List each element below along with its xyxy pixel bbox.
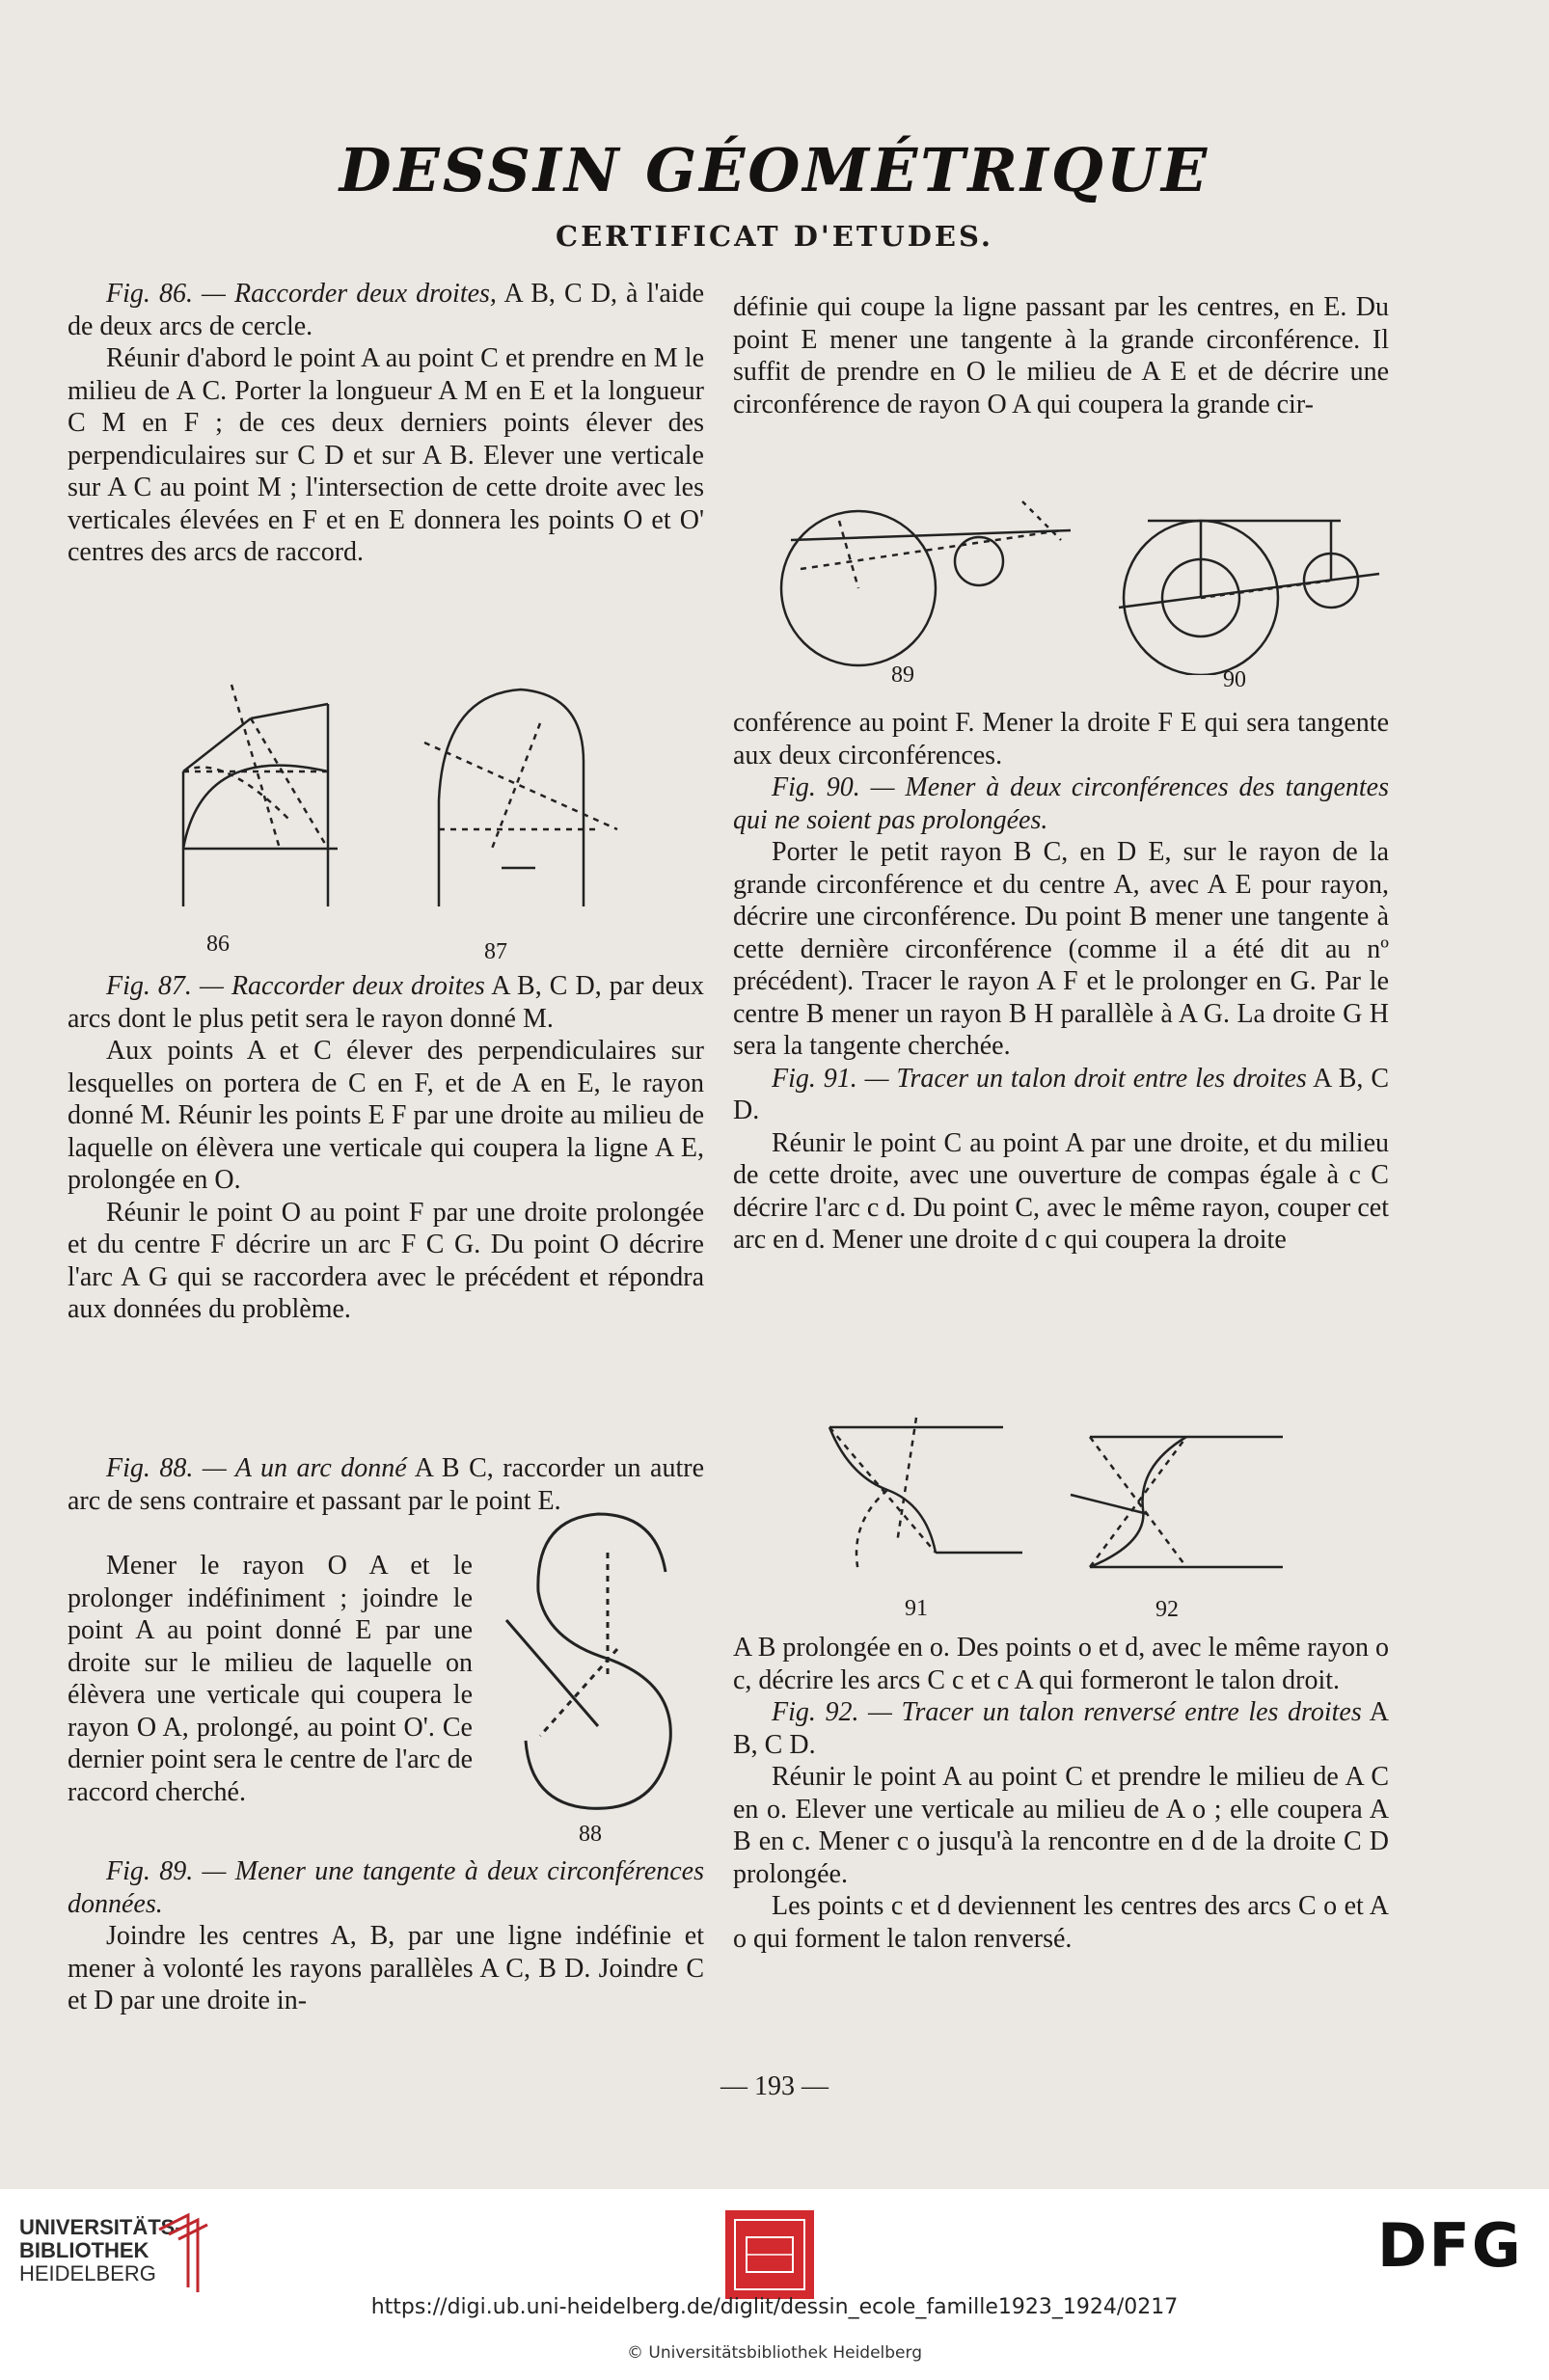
paragraph-fig87-text-2: Réunir le point O au point F par une droite prolongée et du centre F décrire un arc F C G. Du point O décrire l'arc A G qui se raccordera avec le précédent et répondra aux données du problème. bbox=[68, 1197, 704, 1324]
figure-86-label: 86 bbox=[206, 932, 230, 957]
paragraph-fig90-text: Porter le petit rayon B C, en D E, sur le rayon de la grande circonférence et du centre A, avec A E pour rayon, décrire une circonférence. Du point B mener une tangente à cette dernière circonférence (comme il a été dit au nº précédent). Tracer le rayon A F et le prolonger en G. Par le centre B mener un rayon B H parallèle à A G. La droite G H sera la tangente cherchée. bbox=[733, 837, 1389, 1061]
paragraph-fig92-caption: Fig. 92. — Tracer un talon renversé entre les droites A B, C D. bbox=[733, 1697, 1389, 1760]
right-column-top bbox=[733, 291, 1389, 420]
library-mark-icon bbox=[154, 2210, 212, 2297]
right-column-bottom bbox=[733, 1632, 1389, 1955]
library-logo[interactable]: UNIVERSITÄTS- BIBLIOTHEK HEIDELBERG bbox=[19, 2215, 182, 2285]
paragraph-fig89-text: Joindre les centres A, B, par une ligne indéfinie et mener à volonté les rayons parallèles A C, B D. Joindre C et D par une droite in- bbox=[68, 1921, 704, 2015]
figure-91 bbox=[810, 1398, 1042, 1591]
figure-89 bbox=[772, 482, 1090, 675]
episteme-logo[interactable] bbox=[725, 2210, 814, 2299]
left-column-fig88-caption: Fig. 88. — A un arc donné A B C, raccorder un autre arc de sens contraire et passant par le point E. bbox=[68, 1453, 704, 1516]
paragraph-fig91-caption: Fig. 91. — Tracer un talon droit entre les droites A B, C D. bbox=[733, 1063, 1389, 1125]
figure-87 bbox=[405, 665, 627, 935]
paragraph-fig91-text: Réunir le point C au point A par une droite, et du milieu de cette droite, avec une ouverture de compas égale à c C décrire l'arc c d. Du point C, avec le même rayon, couper cet arc en d. Mener une droite d c qui coupera la droite bbox=[733, 1127, 1389, 1255]
paragraph-fig92-text: Réunir le point A au point C et prendre le milieu de A C en o. Elever une verticale au milieu de A o ; elle coupera A B en c. Mener c o jusqu'à la rencontre en d de la droite C D prolongée. bbox=[733, 1762, 1389, 1889]
figure-92 bbox=[1061, 1408, 1302, 1601]
paragraph-fig86-caption: Fig. 86. — Raccorder deux droites, A B, C D, à l'aide de deux arcs de cercle. bbox=[68, 279, 704, 341]
paragraph-fig87-text: Aux points A et C élever des perpendiculaires sur lesquelles on portera de C en F, et de A en E, le rayon donné M. Réunir les points E F par une droite au milieu de laquelle on élèvera une verticale qui coupera la ligne A E, prolongée en O. bbox=[68, 1036, 704, 1195]
paragraph-fig89-caption: Fig. 89. — Mener une tangente à deux circonférences données. bbox=[68, 1856, 704, 1919]
footer-bar bbox=[0, 2189, 1549, 2380]
figure-87-label: 87 bbox=[484, 939, 507, 964]
left-column-bottom bbox=[68, 1855, 704, 2017]
paragraph-fig86-text: Réunir d'abord le point A au point C et prendre en M le milieu de A C. Porter la longueur A M en E et la longueur C M en F ; de ces deux derniers points élever des perpendiculaires sur C D et sur A B. Elever une verticale sur A C au point M ; l'intersection de cette droite avec les verticales élevées en F et en E donnera les points O et O' centres des arcs de raccord. bbox=[68, 343, 704, 567]
page-number: — 193 — bbox=[720, 2071, 829, 2101]
figure-86 bbox=[145, 665, 367, 935]
figure-90-label: 90 bbox=[1223, 667, 1246, 692]
left-column-middle bbox=[68, 970, 704, 1326]
paragraph-fig91-end: A B prolongée en o. Des points o et d, avec le même rayon o c, décrire les arcs C c et c A qui formeront le talon droit. bbox=[733, 1633, 1389, 1695]
page-subtitle: CERTIFICAT D'ETUDES. bbox=[555, 220, 993, 253]
left-column-fig88-text: Mener le rayon O A et le prolonger indéfiniment ; joindre le point A au point donné E par une droite sur le milieu de laquelle on élèvera une verticale qui coupera le rayon O A, prolongé, au point O'. Ce dernier point sera le centre de l'arc de raccord cherché. bbox=[68, 1551, 473, 1807]
paragraph-fig87-caption: Fig. 87. — Raccorder deux droites A B, C D, par deux arcs dont le plus petit sera le rayon donné M. bbox=[68, 971, 705, 1034]
episteme-logo-icon bbox=[725, 2210, 814, 2299]
figure-91-label: 91 bbox=[905, 1596, 928, 1621]
figure-92-label: 92 bbox=[1155, 1597, 1179, 1622]
figure-89-label: 89 bbox=[891, 663, 914, 688]
paragraph-fig89-end: conférence au point F. Mener la droite F E qui sera tangente aux deux circonférences. bbox=[733, 708, 1389, 771]
right-column-middle bbox=[733, 707, 1389, 1257]
permalink-url[interactable]: https://digi.ub.uni-heidelberg.de/diglit/dessin_ecole_famille1923_1924/0217 bbox=[370, 2295, 1179, 2319]
copyright-notice: © Universitätsbibliothek Heidelberg bbox=[626, 2343, 922, 2363]
page-title: DESSIN GÉOMÉTRIQUE bbox=[339, 135, 1210, 205]
paragraph-fig89-text-cont: définie qui coupe la ligne passant par les centres, en E. Du point E mener une tangente à la grande circonférence. Il suffit de prendre en O le milieu de A E et de décrire une circonférence de rayon O A qui coupera la grande cir- bbox=[733, 292, 1389, 419]
left-column-top bbox=[68, 278, 704, 569]
dfg-logo[interactable]: DFG bbox=[1377, 2210, 1523, 2281]
figure-88-label: 88 bbox=[579, 1822, 602, 1847]
figure-90 bbox=[1100, 501, 1389, 675]
paragraph-fig92-text-2: Les points c et d deviennent les centres des arcs C o et A o qui forment le talon renversé. bbox=[733, 1891, 1389, 1954]
figure-88 bbox=[492, 1495, 694, 1842]
paragraph-fig90-caption: Fig. 90. — Mener à deux circonférences des tangentes qui ne soient pas prolongées. bbox=[733, 772, 1389, 835]
